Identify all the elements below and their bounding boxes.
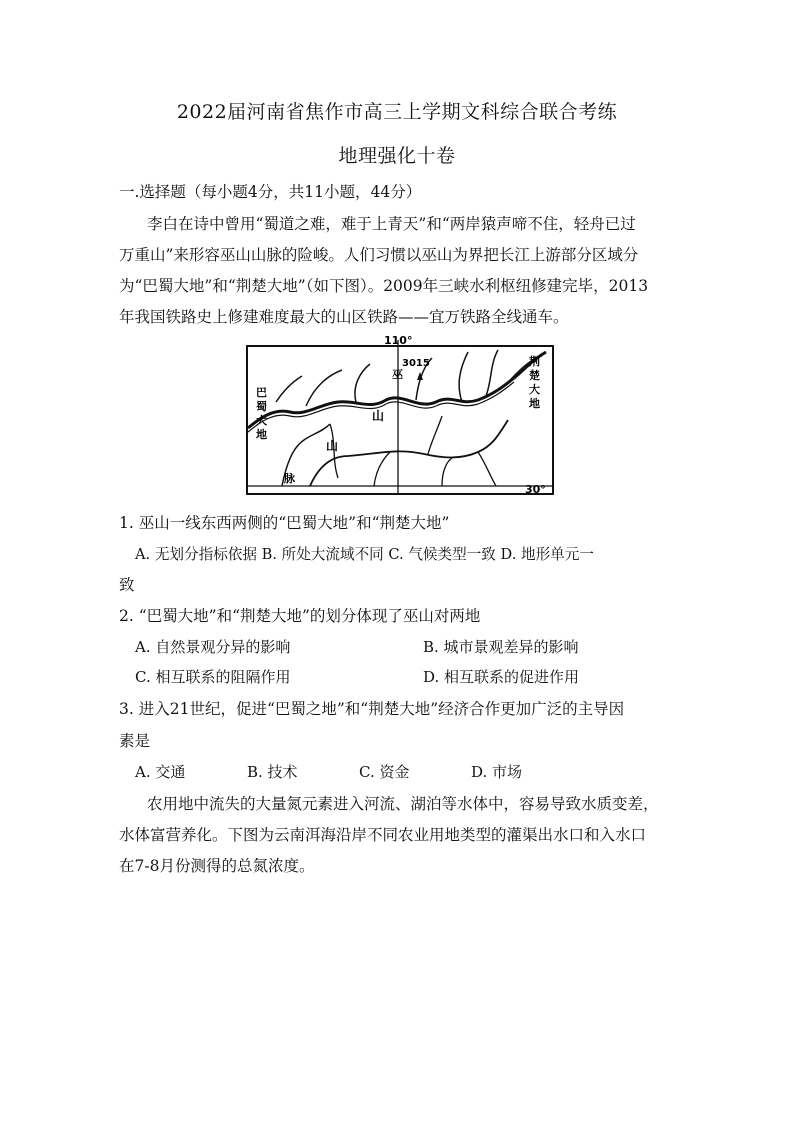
passage2-line: 在7-8月份测得的总氮浓度。 xyxy=(119,857,315,875)
question-1-options: A. 无划分指标依据 B. 所处大流域不同 C. 气候类型一致 D. 地形单元一 xyxy=(135,546,594,563)
question-3-stem: 3. 进入21世纪，促进“巴蜀之地”和“荆楚大地”经济合作更加广泛的主导因 xyxy=(119,700,625,718)
question-3-option-d: D. 市场 xyxy=(471,763,523,781)
question-1-stem: 1. 巫山一线东西两侧的“巴蜀大地”和“荆楚大地” xyxy=(119,514,450,532)
tributary xyxy=(374,452,390,486)
wushan-map xyxy=(246,336,554,496)
tributary xyxy=(442,458,452,486)
west-region-char: 蜀 xyxy=(256,400,267,413)
question-3-option-b: B. 技术 xyxy=(247,763,298,781)
question-2-option-b: B. 城市景观差异的影响 xyxy=(423,638,579,656)
west-region-char: 巴 xyxy=(256,386,267,399)
question-3-option-a: A. 交通 xyxy=(135,763,186,781)
question-3-stem-wrap: 素是 xyxy=(119,732,151,750)
passage1-line: 为“巴蜀大地”和“荆楚大地”（如下图）。2009年三峡水利枢纽修建完毕，2013 xyxy=(119,277,649,295)
passage1-line: 万重山”来形容巫山山脉的险峻。人们习惯以巫山为界把长江上游部分区域分 xyxy=(119,246,639,264)
question-2-option-c: C. 相互联系的阻隔作用 xyxy=(135,668,291,686)
west-region-char: 大 xyxy=(256,414,267,427)
yangtze-bank xyxy=(248,382,514,432)
tributary xyxy=(459,352,468,402)
east-region-char: 楚 xyxy=(529,369,540,382)
tributary xyxy=(478,452,496,486)
east-region-char: 大 xyxy=(529,383,540,396)
section-heading: 一.选择题（每小题4分，共11小题，44分） xyxy=(119,183,422,201)
mountain-label-char: 巫 xyxy=(392,368,403,381)
peak-label: 3015 xyxy=(402,358,430,369)
passage2-line: 农用地中流失的大量氮元素进入河流、湖泊等水体中，容易导致水质变差， xyxy=(147,795,659,813)
exam-title: 2022届河南省焦作市高三上学期文科综合联合考练 xyxy=(176,101,618,123)
exam-subtitle: 地理强化十卷 xyxy=(338,145,456,167)
mountain-label-char: 山 xyxy=(326,439,339,453)
tributary xyxy=(486,350,498,396)
lon-label: 110° xyxy=(384,336,413,347)
tributary xyxy=(276,376,302,402)
passage1-line: 李白在诗中曾用“蜀道之难，难于上青天”和“两岸猿声啼不住，轻舟已过 xyxy=(147,215,636,233)
east-region-char: 荆 xyxy=(529,355,540,368)
question-2-option-a: A. 自然景观分异的影响 xyxy=(135,638,291,656)
passage2-line: 水体富营养化。下图为云南洱海沿岸不同农业用地类型的灌渠出水口和入水口 xyxy=(119,826,647,844)
west-region-char: 地 xyxy=(256,428,267,441)
mountain-label-char: 脉 xyxy=(284,472,295,485)
passage1-line: 年我国铁路史上修建难度最大的山区铁路——宜万铁路全线通车。 xyxy=(119,308,569,326)
question-1-options-wrap: 致 xyxy=(119,576,135,594)
question-2-option-d: D. 相互联系的促进作用 xyxy=(423,668,580,686)
question-3-option-c: C. 资金 xyxy=(359,763,410,781)
tributary xyxy=(306,370,342,406)
mountain-label-char: 山 xyxy=(372,409,385,423)
question-2-stem: 2. “巴蜀大地”和“荆楚大地”的划分体现了巫山对两地 xyxy=(119,607,481,625)
lat-label: 30° xyxy=(525,483,546,496)
east-region-char: 地 xyxy=(529,397,540,410)
tributary xyxy=(355,364,370,402)
tributary xyxy=(428,416,442,454)
